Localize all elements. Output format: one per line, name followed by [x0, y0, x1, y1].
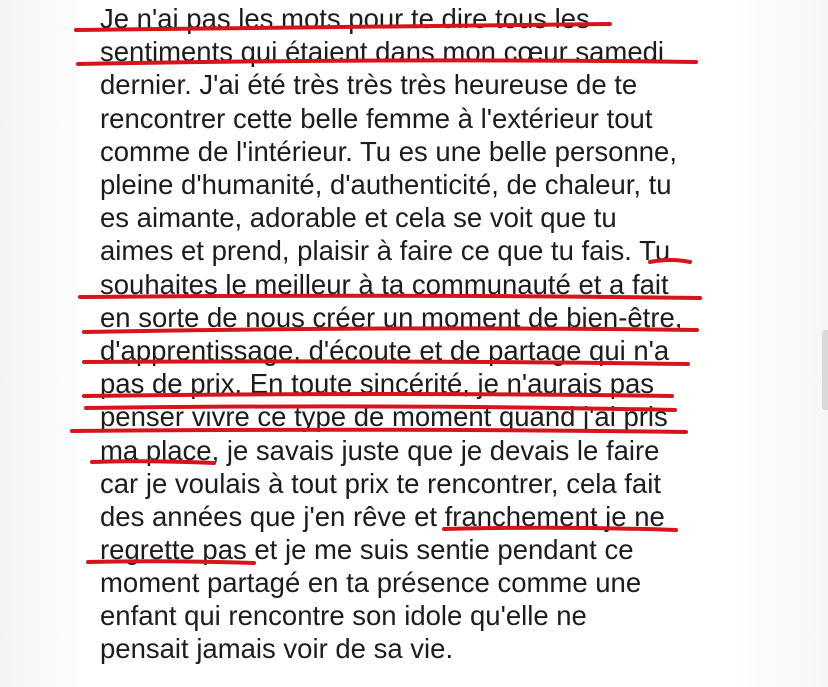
text-line: penser vivre ce type de moment quand j'ai pris	[100, 401, 668, 432]
text-line: pas de prix. En toute sincérité, je n'aurais pas	[100, 368, 655, 399]
text-line: en sorte de nous créer un moment de bien-être,	[100, 302, 683, 333]
text-line: souhaites le meilleur à ta communauté et a fait	[100, 269, 669, 300]
text-line: pleine d'humanité, d'authenticité, de chaleur, tu	[100, 169, 672, 200]
text-line: ma place, je savais juste que je devais le faire	[100, 435, 660, 466]
text-line: d'apprentissage, d'écoute et de partage qui n'a	[100, 335, 670, 366]
text-line: pensait jamais voir de sa vie.	[100, 633, 454, 664]
text-line: Je n'ai pas les mots pour te dire tous les	[100, 3, 590, 34]
text-line: sentiments qui étaient dans mon cœur samedi	[100, 36, 665, 67]
text-line: es aimante, adorable et cela se voit que tu	[100, 202, 617, 233]
text-line: regrette pas et je me suis sentie pendant ce	[100, 534, 634, 565]
left-margin-shade	[0, 0, 80, 687]
scroll-edge	[822, 330, 828, 410]
text-line: car je voulais à tout prix te rencontrer, cela fait	[100, 468, 661, 499]
text-line: dernier. J'ai été très très très heureuse de te	[100, 69, 638, 100]
text-line: enfant qui rencontre son idole qu'elle ne	[100, 600, 587, 631]
text-line: moment partagé en ta présence comme une	[100, 567, 642, 598]
text-line: rencontrer cette belle femme à l'extérieur tout	[100, 103, 653, 134]
text-line: des années que j'en rêve et franchement je ne	[100, 501, 665, 532]
text-line: comme de l'intérieur. Tu es une belle personne,	[100, 136, 677, 167]
right-margin-shade	[730, 0, 828, 687]
text-line: aimes et prend, plaisir à faire ce que tu fais. Tu	[100, 235, 671, 266]
